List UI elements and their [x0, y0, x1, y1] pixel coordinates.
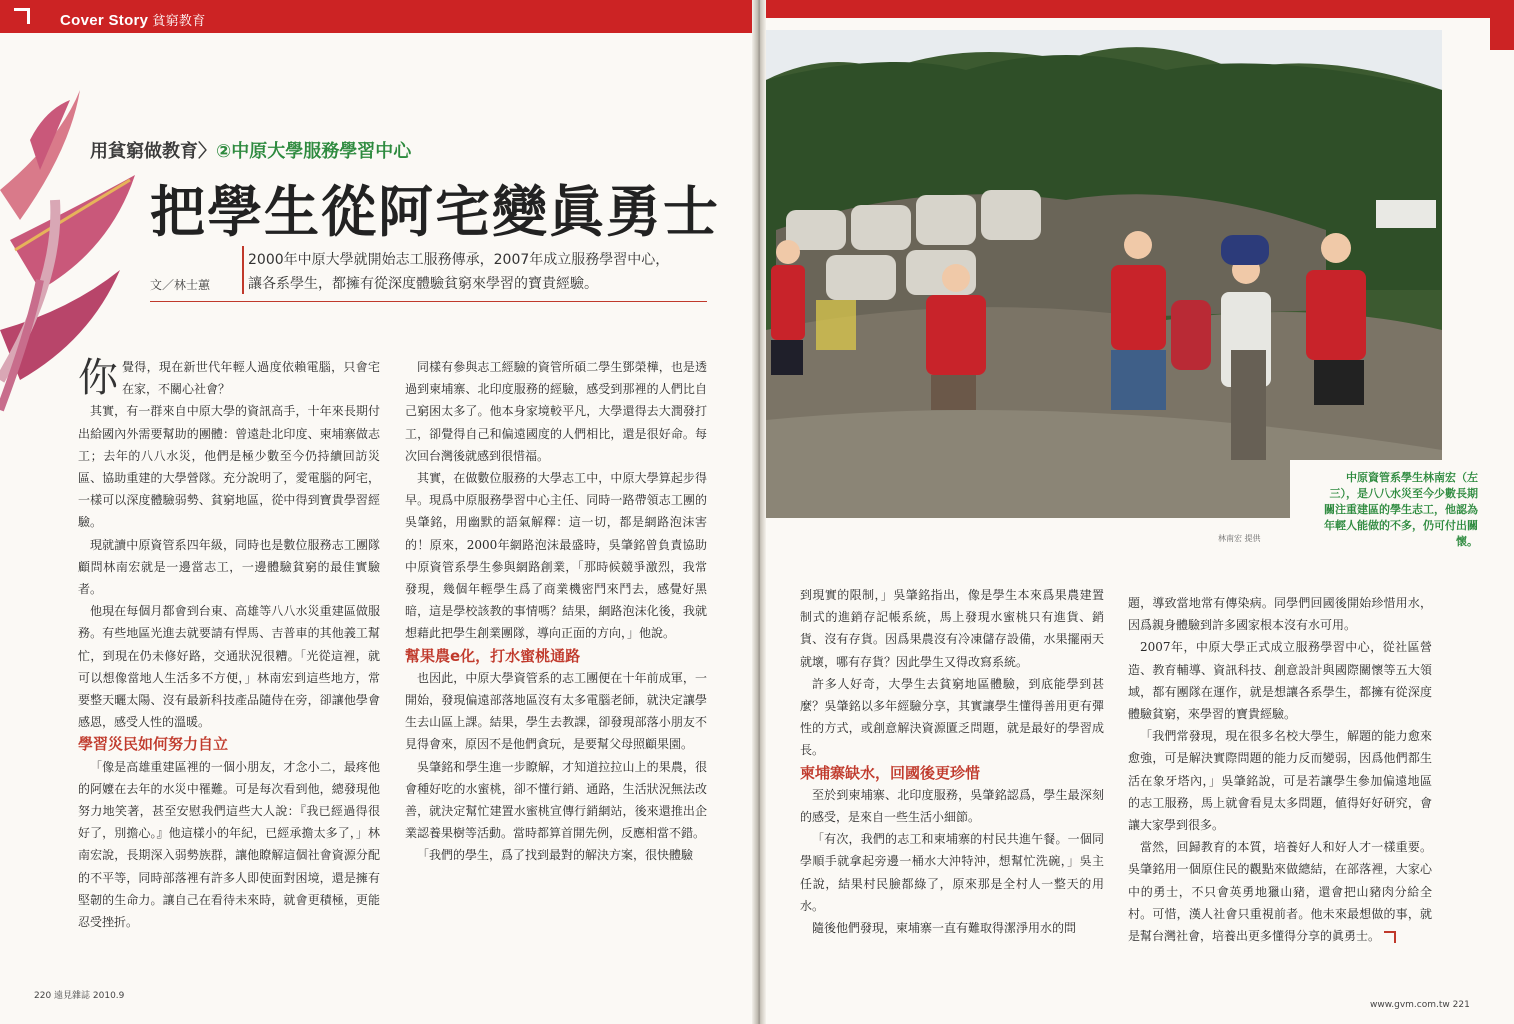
volunteers-photo-icon	[766, 30, 1442, 518]
lead-divider	[242, 246, 244, 294]
section-label-sub: 貧窮教育	[152, 13, 206, 28]
text-column-4	[1128, 592, 1432, 947]
lead-rule	[150, 301, 707, 302]
series-chevron-icon: 〉	[198, 141, 216, 162]
paragraph: 許多人好奇，大學生去貧窮地區體驗，到底能學到甚麼？吳肇銘以多年經驗分享，其實讓學生懂得善用更有彈性的方式，或創意解決資源匱乏問題，就是最好的學習成長。	[800, 676, 1104, 758]
article-photo	[766, 30, 1442, 518]
paragraph: 「我們的學生，爲了找到最對的解決方案，很快體驗	[417, 848, 694, 863]
article-title: 把學生從阿宅變眞勇士	[150, 179, 721, 244]
paragraph	[78, 356, 380, 400]
text-column-3	[800, 584, 1104, 939]
header-bar-right	[763, 0, 1514, 18]
subheading: 幫果農e化，打水蜜桃通路	[405, 646, 581, 665]
drop-cap: 你	[78, 355, 118, 401]
magazine-logo-icon	[14, 8, 30, 24]
section-label-main: Cover Story	[60, 12, 149, 29]
photo-credit: 林南宏 提供	[1218, 534, 1261, 543]
photo-caption: 中原資管系學生林南宏（左三），是八八水災至今少數長期關注重建區的學生志工，他認為年輕人能做的不多，仍可付出關懷。	[1324, 471, 1478, 548]
paragraph: 同樣有參與志工經驗的資管所碩二學生鄧榮樺，也是透過到柬埔寨、北印度服務的經驗，感受到那裡的人們比自己窮困太多了。他本身家境較平凡，大學還得去大潤發打工，卻覺得自己和偏遠國度的人們相比，還是很好命。每次回台灣後就感到很惜福。	[405, 360, 707, 463]
subheading: 柬埔寨缺水，回國後更珍惜	[800, 763, 981, 782]
paragraph	[1128, 836, 1432, 947]
text-column-1	[78, 356, 380, 933]
paragraph: 他現在每個月都會到台東、高雄等八八水災重建區做服務。有些地區光進去就要請有悍馬、吉普車的其他義工幫忙，到現在仍未修好路，交通狀況很糟。「光從這裡，就可以想像當地人生活多不方便，」林南宏到這些地方，常要整天曬太陽、沒有最新科技產品隨侍在旁，卻讓他學會感恩，感受人性的溫暖。	[78, 604, 380, 730]
page-gutter	[752, 0, 766, 1024]
paragraph: 吳肇銘和學生進一步瞭解，才知道拉拉山上的果農，很會種好吃的水蜜桃，卻不懂行銷、通路，生活狀況無法改善，就決定幫忙建置水蜜桃宣傳行銷網站，後來還推出企業認養果樹等活動。當時都算首開先例，反應相當不錯。	[405, 759, 707, 841]
paragraph: 至於到柬埔寨、北印度服務，吳肇銘認爲，學生最深刻的感受，是來自一些生活小細節。	[800, 787, 1104, 825]
paragraph: 「我們常發現，現在很多名校大學生，解題的能力愈來愈強，可是解決實際問題的能力反而變弱，因爲他們都生活在象牙塔內，」吳肇銘說，可是若讓學生參加偏遠地區的志工服務，馬上就會看見太多問題，値得好好研究，會讓大家學到很多。	[1128, 729, 1432, 833]
paragraph: 其實，在做數位服務的大學志工中，中原大學算起步得早。現爲中原服務學習中心主任、同時一路帶領志工團的吳肇銘，用幽默的語氣解釋：這一切，都是網路泡沫害的！原來，2000年網路泡沫最盛時，吳肇銘曾負責協助中原資管系學生參與網路創業，「那時候競爭激烈，我常發現，幾個年輕學生爲了商業機密鬥來鬥去，感覺好黑暗，這是學校該教的事情嗎？結果，網路泡沫化後，我就想藉此把學生創業團隊，導向正面的方向，」他說。	[405, 471, 707, 641]
paragraph: 到現實的限制，」吳肇銘指出，像是學生本來爲果農建置制式的進銷存記帳系統，馬上發現水蜜桃只有進貨、銷貨、沒有存貨。因爲果農沒有冷凍儲存設備，水果擺兩天就壞，哪有存貨？因此學生又得改寫系統。	[800, 588, 1104, 669]
footer-left: 220 遠見雜誌 2010.9	[34, 991, 125, 1001]
series-name: 用貧窮做教育	[90, 141, 198, 162]
paragraph: 「有次，我們的志工和柬埔寨的村民共進午餐。一個同學順手就拿起旁邊一桶水大沖特沖，想幫忙洗碗，」吳主任說，結果村民臉都綠了，原來那是全村人一整天的用水。	[800, 832, 1104, 913]
text-column-2	[405, 356, 707, 867]
series-number: ②中原大學服務學習中心	[216, 141, 412, 162]
paragraph: 隨後他們發現，柬埔寨一直有難取得潔淨用水的問	[812, 921, 1077, 936]
paragraph: 「像是高雄重建區裡的一個小朋友，才念小二，最疼他的阿嬤在去年的水災中罹難。可是每次看到他，總發現他努力地笑著，甚至安慰我們這些大人說：『我已經過得很好了，別擔心。』他這樣小的年紀，已經承擔太多了，」林南宏說，長期深入弱勢族群，讓他瞭解這個社會資源分配的不平等，同時部落裡有許多人即使面對困境，還是擁有堅韌的生命力。讓自己在看待未來時，就會更積極，更能忍受挫折。	[78, 759, 380, 930]
paragraph: 題，導致當地常有傳染病。同學們回國後開始珍惜用水，因爲親身體驗到許多國家根本沒有水可用。	[1128, 596, 1432, 633]
paragraph: 現就讀中原資管系四年級，同時也是數位服務志工團隊顧問林南宏就是一邊當志工，一邊體驗貧窮的最佳實驗者。	[78, 537, 380, 597]
byline: 文／林士蕙	[150, 278, 211, 292]
end-mark-icon	[1384, 931, 1396, 943]
article-lead	[248, 248, 718, 296]
subheading: 學習災民如何努力自立	[78, 735, 229, 754]
lead-line-1: 2000年中原大學就開始志工服務傳承，2007年成立服務學習中心，	[248, 252, 670, 268]
paragraph: 也因此，中原大學資管系的志工團便在十年前成軍，一開始，發現偏遠部落地區沒有太多電腦老師，就決定讓學生去山區上課。結果，學生去教課，卻發現部落小朋友不見得會來，原因不是他們貪玩，是要幫父母照顧果園。	[405, 670, 707, 752]
paragraph: 2007年，中原大學正式成立服務學習中心，從社區營造、教育輔導、資訊科技、創意設計與國際關懷等五大領域，都有團隊在運作，就是想讓各系學生，都擁有從深度體驗貧窮，來學習的寶貴經驗。	[1128, 640, 1432, 722]
paragraph-text: 覺得，現在新世代年輕人過度依賴電腦，只會宅在家，不關心社會？	[122, 360, 380, 397]
footer-right: www.gvm.com.tw 221	[1370, 1000, 1470, 1010]
lead-line-2: 讓各系學生，都擁有從深度體驗貧窮來學習的寶貴經驗。	[248, 276, 598, 292]
header-bar-corner	[1490, 18, 1514, 50]
series-title	[90, 137, 411, 163]
paragraph: 其實，有一群來自中原大學的資訊高手，十年來長期付出給國內外需要幫助的團體：曾遠赴北印度、柬埔寨做志工；去年的八八水災，他們是極少數至今仍持續回訪災區、協助重建的大學營隊。充分說明了，愛電腦的阿宅，一樣可以深度體驗弱勢、貧窮地區，從中得到寶貴學習經驗。	[78, 404, 380, 530]
section-label	[60, 10, 206, 29]
paragraph-text: 當然，回歸教育的本質，培養好人和好人才一樣重要。吳肇銘用一個原住民的觀點來做總結，在部落裡，大家心中的勇士，不只會英勇地獵山豬，還會把山豬肉分給全村。可惜，漢人社會只重視前者。他未來最想做的事，就是幫台灣社會，培養出更多懂得分享的眞勇士。	[1128, 840, 1432, 944]
